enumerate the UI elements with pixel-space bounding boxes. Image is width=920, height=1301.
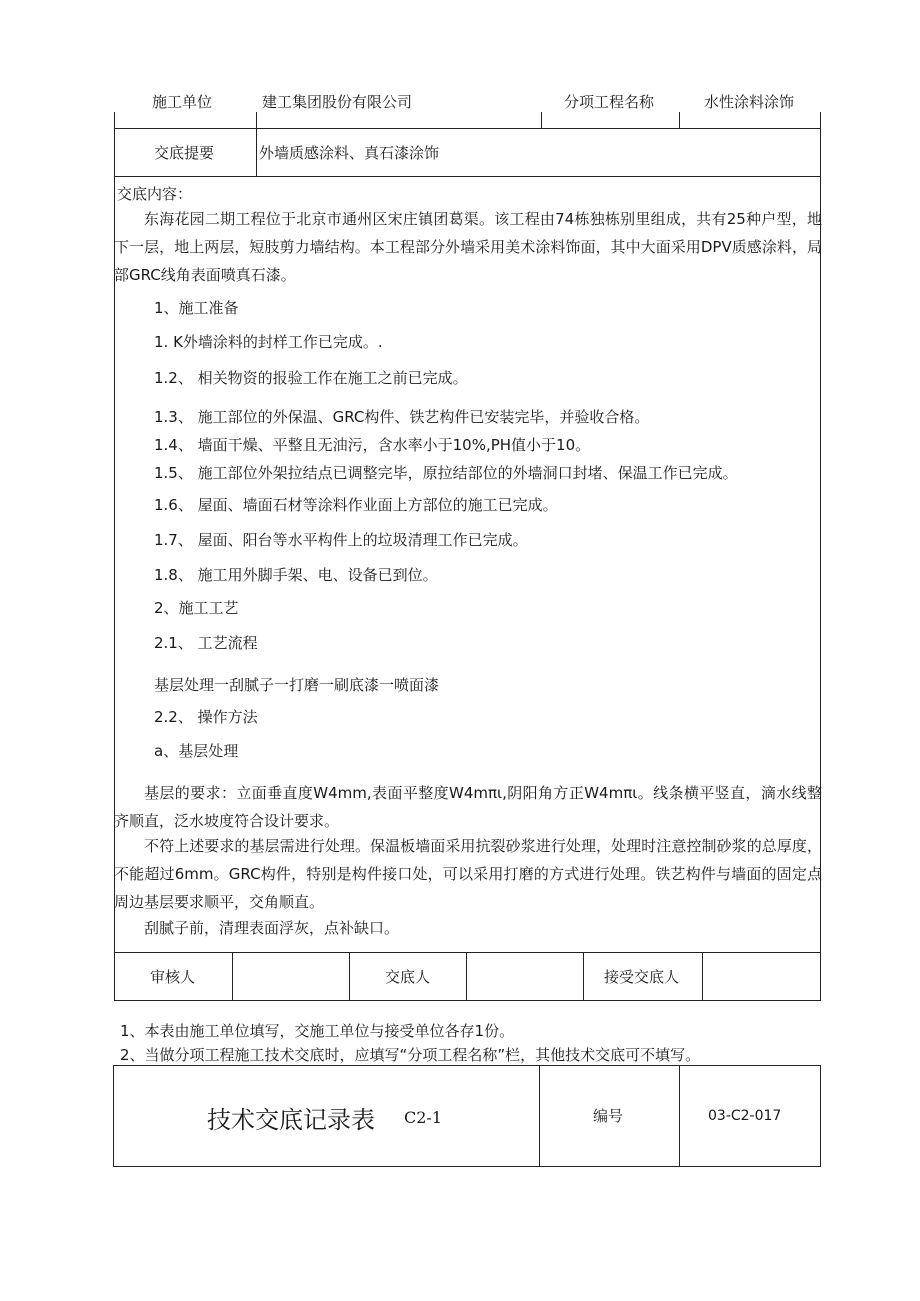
reviewer-label: 审核人	[150, 968, 196, 986]
process-flow: 基层处理一刮腻子一打磨一刷底漆一喷面漆	[154, 676, 440, 694]
nonconforming-paragraph: 不符上述要求的基层需进行处理。保温板墙面采用抗裂砂浆进行处理，处理时注意控制砂浆的总厚度，不能超过6mm。GRC构件，特别是构件接口处，可以采用打磨的方式进行处理。铁艺构件与墙面的固定点周边基层要求顺平，交角顺直。	[114, 837, 822, 911]
content-heading: 交底内容：	[117, 185, 193, 203]
form-code: C2-1	[404, 1108, 443, 1127]
sign-top-border	[114, 952, 821, 953]
note-1: 1、本表由施工单位填写，交施工单位与接受单位各存1份。	[120, 1022, 515, 1040]
item-1-3: 1.3、 施工部位的外保温、GRC构件、铁艺构件已安装完毕，并验收合格。	[154, 408, 650, 426]
item-1-7: 1.7、 屋面、阳台等水平构件上的垃圾清理工作已完成。	[154, 531, 528, 549]
putty-paragraph: 刮腻子前，清理表面浮灰，点补缺口。	[144, 919, 400, 937]
sign-bottom-border	[114, 1000, 821, 1001]
form-title: 技术交底记录表	[207, 1106, 375, 1134]
base-requirement-paragraph: 基层的要求：立面垂直度W4mm,表面平整度W4mπι,阴阳角方正W4mπι。线条横平竖直，滴水线整齐顺直，泛水坡度符合设计要求。	[114, 784, 822, 830]
item-1-5: 1.5、 施工部位外架拉结点已调整完毕，原拉结部位的外墙洞口封堵、保温工作已完成。	[154, 464, 738, 482]
discloser-label: 交底人	[385, 968, 431, 986]
item-2-1: 2.1、 工艺流程	[154, 634, 258, 652]
sign-v-3	[466, 952, 467, 1000]
unit-label: 施工单位	[152, 93, 213, 111]
sign-v-5	[702, 952, 703, 1000]
section-2-title: 2、施工工艺	[154, 599, 239, 617]
section-1-title: 1、施工准备	[154, 299, 239, 317]
item-1-2: 1.2、 相关物资的报验工作在施工之前已完成。	[154, 369, 468, 387]
sign-v-2	[349, 952, 350, 1000]
intro-paragraph: 东海花园二期工程位于北京市通州区宋庄镇团葛渠。该工程由74栋独栋别里组成，共有25种户型，地下一层，地上两层，短肢剪力墙结构。本工程部分外墙采用美术涂料饰面，其中大面采用DPV质感涂料，局部GRC线角表面喷真石漆。	[114, 210, 822, 284]
item-1-1: 1. K外墙涂料的封样工作已完成。.	[154, 333, 383, 351]
border-v-2	[541, 112, 542, 128]
title-box-v-2	[679, 1065, 680, 1166]
summary-value: 外墙质感涂料、真石漆涂饰	[259, 144, 440, 162]
border-top-left-tick	[114, 112, 115, 128]
summary-label: 交底提要	[154, 144, 215, 162]
number-label: 编号	[593, 1107, 624, 1125]
subproject-value: 水性涂料涂饰	[704, 93, 795, 111]
number-value: 03-C2-017	[708, 1108, 782, 1124]
unit-value: 建工集团股份有限公司	[262, 93, 413, 111]
border-h-2	[114, 176, 821, 177]
sign-v-1	[232, 952, 233, 1000]
item-1-8: 1.8、 施工用外脚手架、电、设备已到位。	[154, 566, 438, 584]
item-2-2: 2.2、 操作方法	[154, 708, 258, 726]
sign-v-4	[583, 952, 584, 1000]
item-1-4: 1.4、 墙面干燥、平整且无油污，含水率小于10%,PH值小于10。	[154, 436, 591, 454]
border-v-3	[679, 112, 680, 128]
note-2: 2、当做分项工程施工技术交底时，应填写“分项工程名称”栏，其他技术交底可不填写。	[120, 1046, 701, 1064]
item-a: a、基层处理	[154, 742, 239, 760]
item-1-6: 1.6、 屋面、墙面石材等涂料作业面上方部位的施工已完成。	[154, 496, 558, 514]
receiver-label: 接受交底人	[604, 968, 680, 986]
border-h-1	[114, 128, 821, 129]
title-box-v-1	[539, 1065, 540, 1166]
subproject-label: 分项工程名称	[564, 93, 655, 111]
border-v-1	[256, 112, 257, 176]
